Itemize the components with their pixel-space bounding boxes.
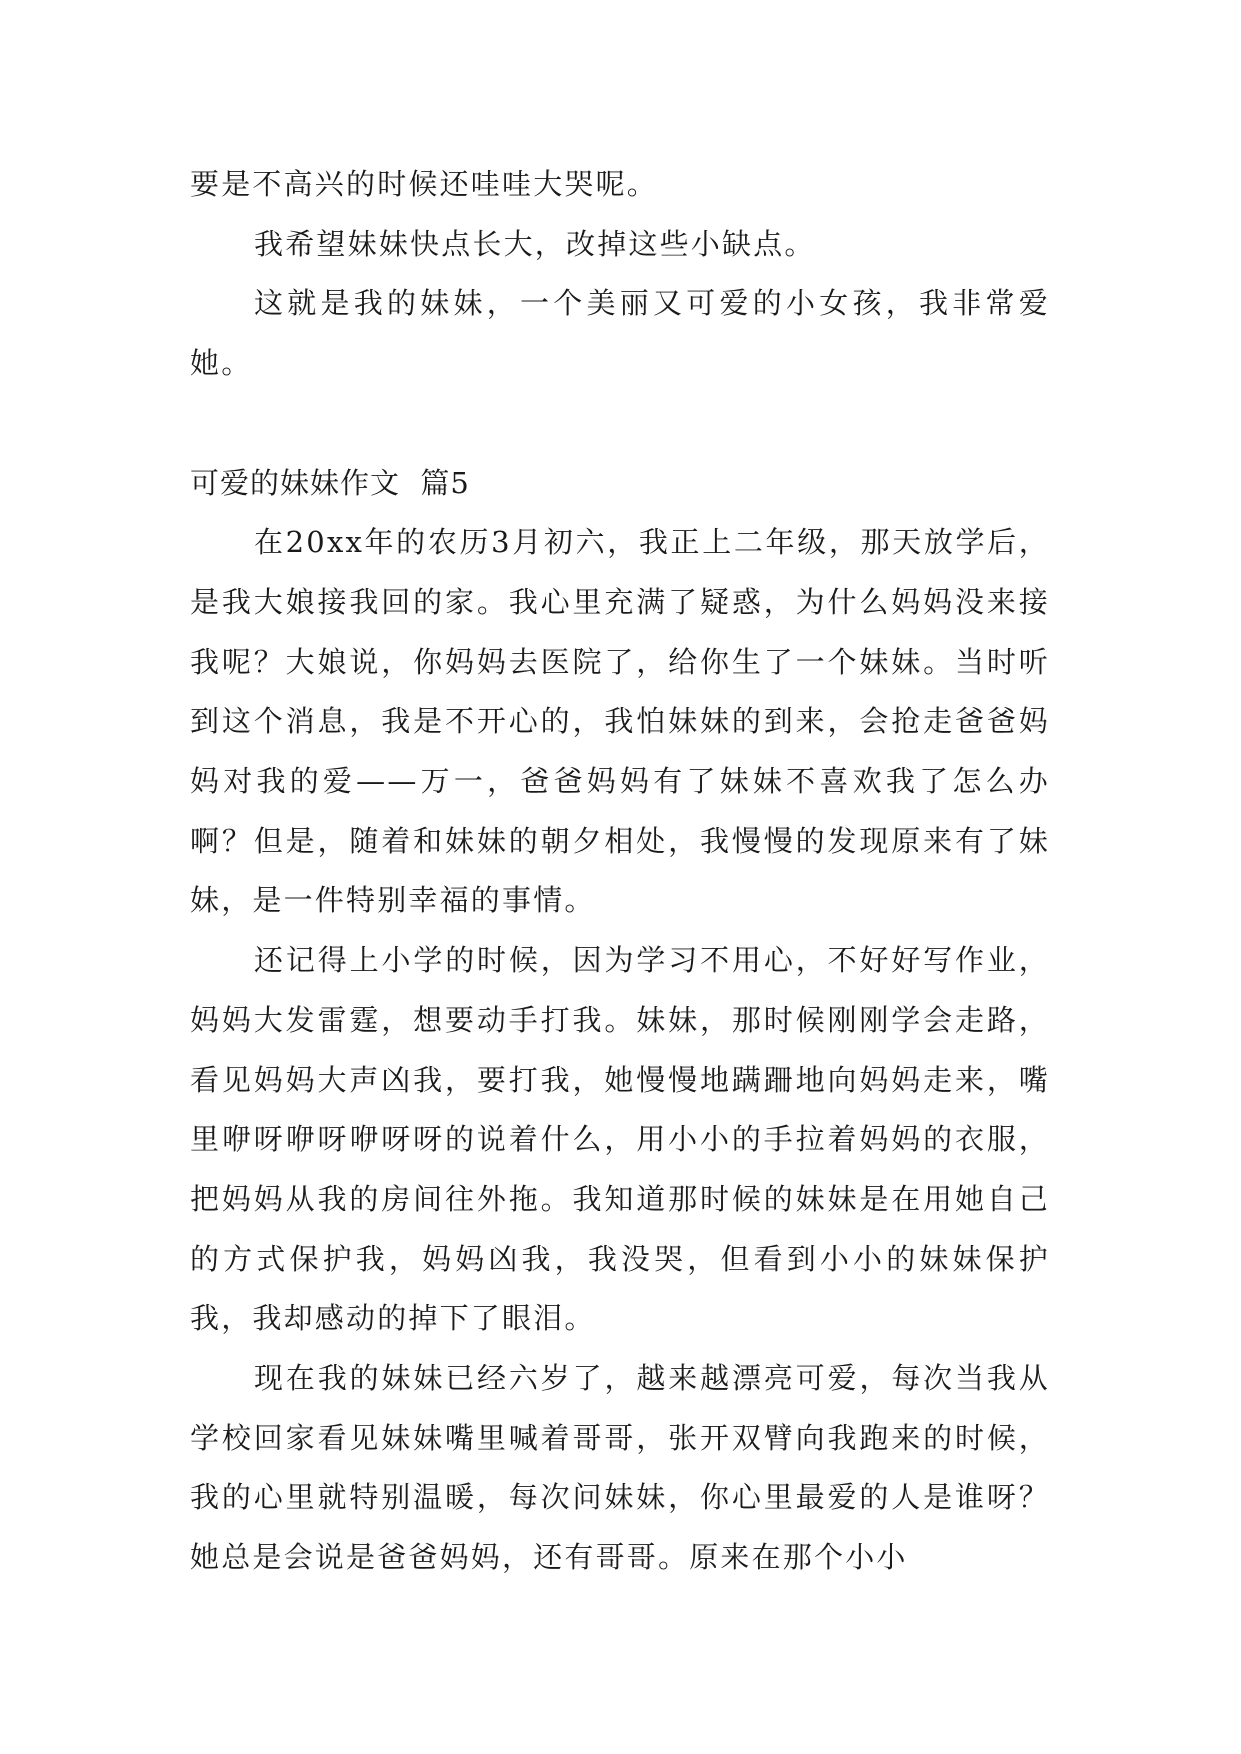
paragraph: 这就是我的妹妹，一个美丽又可爱的小女孩，我非常爱她。 [190, 286, 1050, 381]
paragraph: 还记得上小学的时候，因为学习不用心，不好好写作业，妈妈大发雷霆，想要动手打我。妹妹，那时候刚刚学会走路，看见妈妈大声凶我，要打我，她慢慢地蹒跚地向妈妈走来，嘴里咿呀咿呀咿呀呀的说着什么，用小小的手拉着妈妈的衣服，把妈妈从我的房间往外拖。我知道那时候的妹妹是在用她自己的方式保护我，妈妈凶我，我没哭，但看到小小的妹妹保护我，我却感动的掉下了眼泪。 [190, 943, 1050, 1336]
paragraph: 我希望妹妹快点长大，改掉这些小缺点。 [254, 226, 816, 261]
section-spacer [190, 394, 1050, 454]
paragraph: 现在我的妹妹已经六岁了，越来越漂亮可爱，每次当我从学校回家看见妹妹嘴里喊着哥哥，张开双臂向我跑来的时候，我的心里就特别温暖，每次问妹妹，你心里最爱的人是谁呀？她总是会说是爸爸妈妈，还有哥哥。原来在那个小小 [190, 1361, 1050, 1575]
document-body [190, 155, 1050, 1588]
paragraph: 在20xx年的农历3月初六，我正上二年级，那天放学后，是我大娘接我回的家。我心里充满了疑惑，为什么妈妈没来接我呢？大娘说，你妈妈去医院了，给你生了一个妹妹。当时听到这个消息，我是不开心的，我怕妹妹的到来，会抢走爸爸妈妈对我的爱——万一，爸爸妈妈有了妹妹不喜欢我了怎么办啊？但是，随着和妹妹的朝夕相处，我慢慢的发现原来有了妹妹，是一件特别幸福的事情。 [190, 525, 1050, 918]
paragraph-continuation: 要是不高兴的时候还哇哇大哭呢。 [190, 167, 659, 201]
section-heading: 可爱的妹妹作文 篇5 [190, 465, 470, 500]
